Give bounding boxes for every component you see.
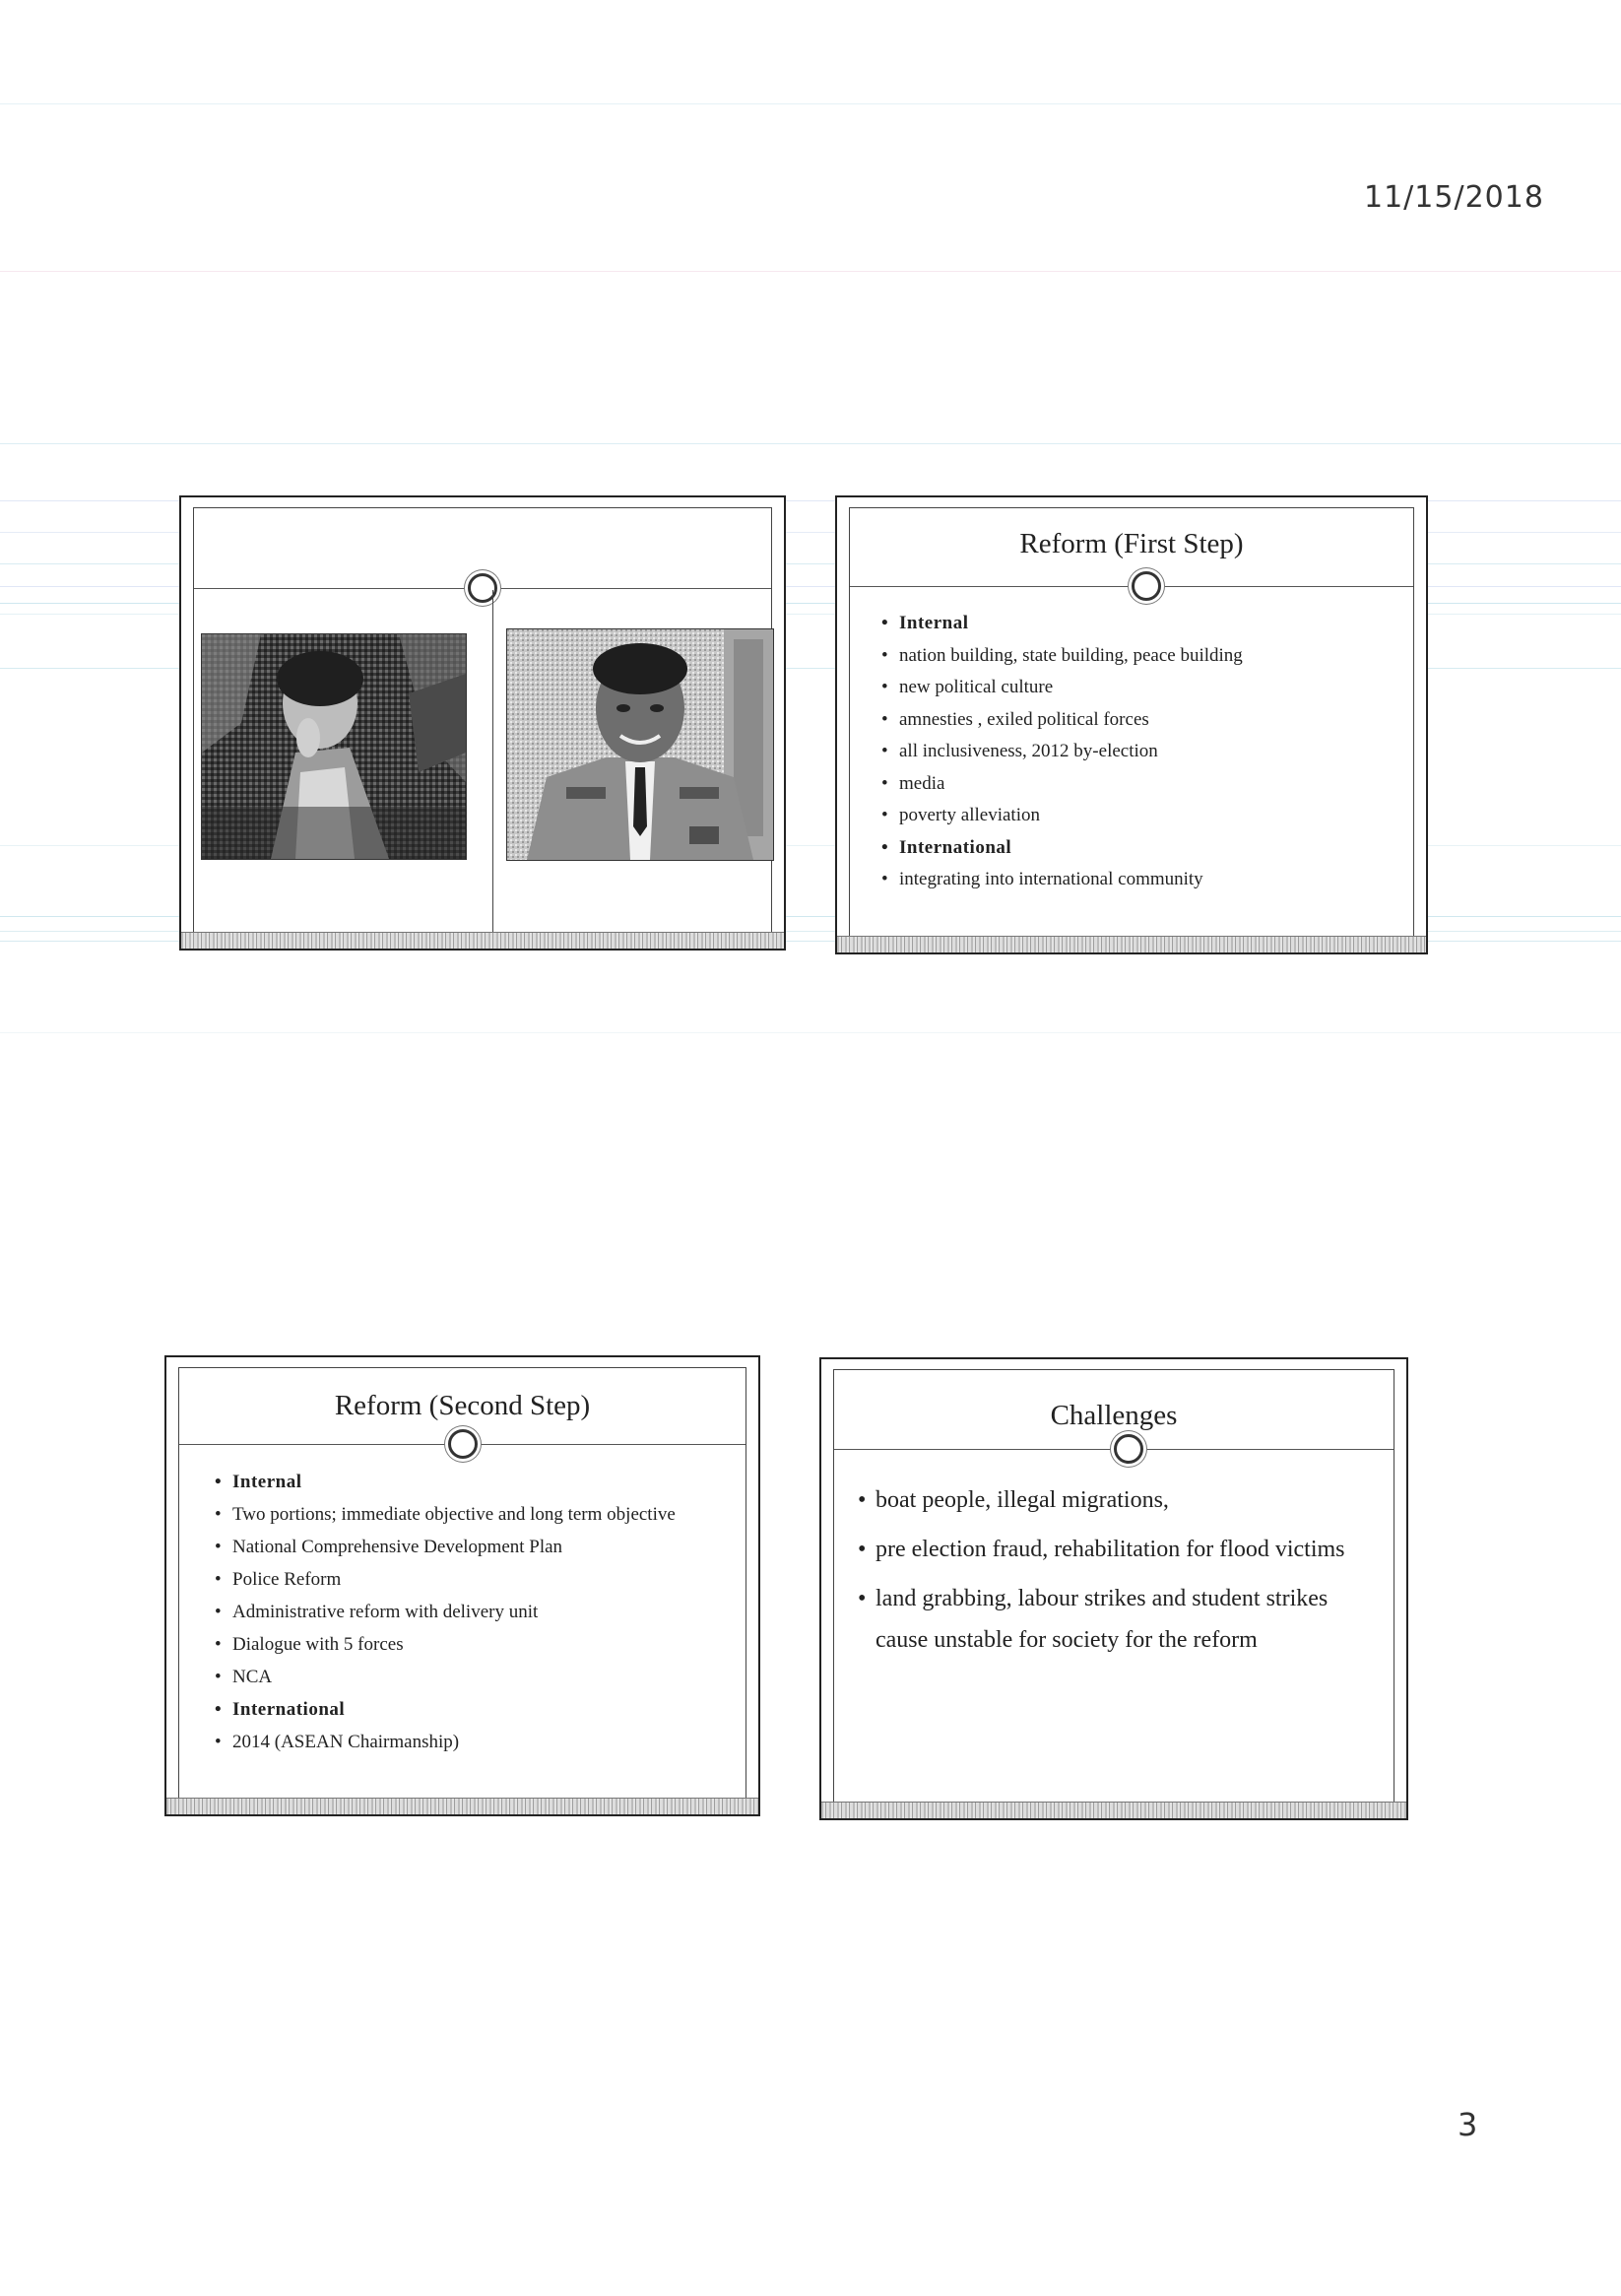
slide-title: Challenges [1050, 1400, 1178, 1431]
list-item: • integrating into international community [899, 864, 1243, 896]
list-item: • new political culture [899, 672, 1243, 704]
list-item: • land grabbing, labour strikes and student strikes [875, 1574, 1345, 1623]
bullet-list [875, 1476, 1345, 1665]
scan-line [0, 1032, 1621, 1033]
list-item: • International [899, 832, 1243, 865]
slide-frame [833, 1369, 1394, 1808]
list-item: cause unstable for society for the reform [875, 1627, 1258, 1653]
scan-line [0, 271, 1621, 272]
list-item: • Administrative reform with delivery unit [232, 1596, 676, 1628]
scan-line [0, 443, 1621, 444]
list-item: • National Comprehensive Development Plan [232, 1531, 676, 1563]
list-item: • amnesties , exiled political forces [899, 704, 1243, 737]
ornament-ring-icon [1132, 571, 1161, 601]
ornament-ring-icon [448, 1429, 478, 1459]
slide-frame [178, 1367, 746, 1804]
ornament-ring-icon [1114, 1434, 1143, 1464]
bullet-list [232, 1466, 676, 1758]
slide-frame [193, 507, 772, 939]
slide-footer-band [181, 932, 784, 949]
list-item: • Two portions; immediate objective and long term objective [232, 1498, 676, 1531]
list-item: • pre election fraud, rehabilitation for flood victims [875, 1525, 1345, 1574]
list-item: • Internal [232, 1466, 676, 1498]
list-item: • all inclusiveness, 2012 by-election [899, 736, 1243, 768]
list-item: • Police Reform [232, 1563, 676, 1596]
list-item: • Dialogue with 5 forces [232, 1628, 676, 1661]
list-item: • 2014 (ASEAN Chairmanship) [232, 1726, 676, 1758]
list-item: • nation building, state building, peace building [899, 640, 1243, 673]
list-item: • Internal [899, 608, 1243, 640]
slide-footer-band [166, 1798, 758, 1814]
slide-footer-band [821, 1802, 1406, 1818]
slide-reform-second-step [164, 1355, 760, 1816]
list-item: • NCA [232, 1661, 676, 1693]
photo-woman-speaking [201, 633, 467, 860]
photo-man-uniform [506, 628, 774, 861]
slide-photos [179, 495, 786, 951]
scan-line [0, 103, 1621, 104]
list-item: • International [232, 1693, 676, 1726]
list-item: • poverty alleviation [899, 800, 1243, 832]
slide-challenges [819, 1357, 1408, 1820]
bullet-list [899, 608, 1243, 896]
column-divider [492, 590, 493, 935]
list-item: • boat people, illegal migrations, [875, 1476, 1345, 1525]
slide-footer-band [837, 936, 1426, 952]
slide-title: Reform (Second Step) [334, 1390, 591, 1421]
slide-title: Reform (First Step) [1019, 528, 1244, 559]
date-header: 11/15/2018 [1364, 180, 1544, 215]
list-item: • media [899, 768, 1243, 801]
slide-frame [849, 507, 1414, 943]
page-number: 3 [1458, 2106, 1478, 2143]
slide-reform-first-step [835, 495, 1428, 954]
